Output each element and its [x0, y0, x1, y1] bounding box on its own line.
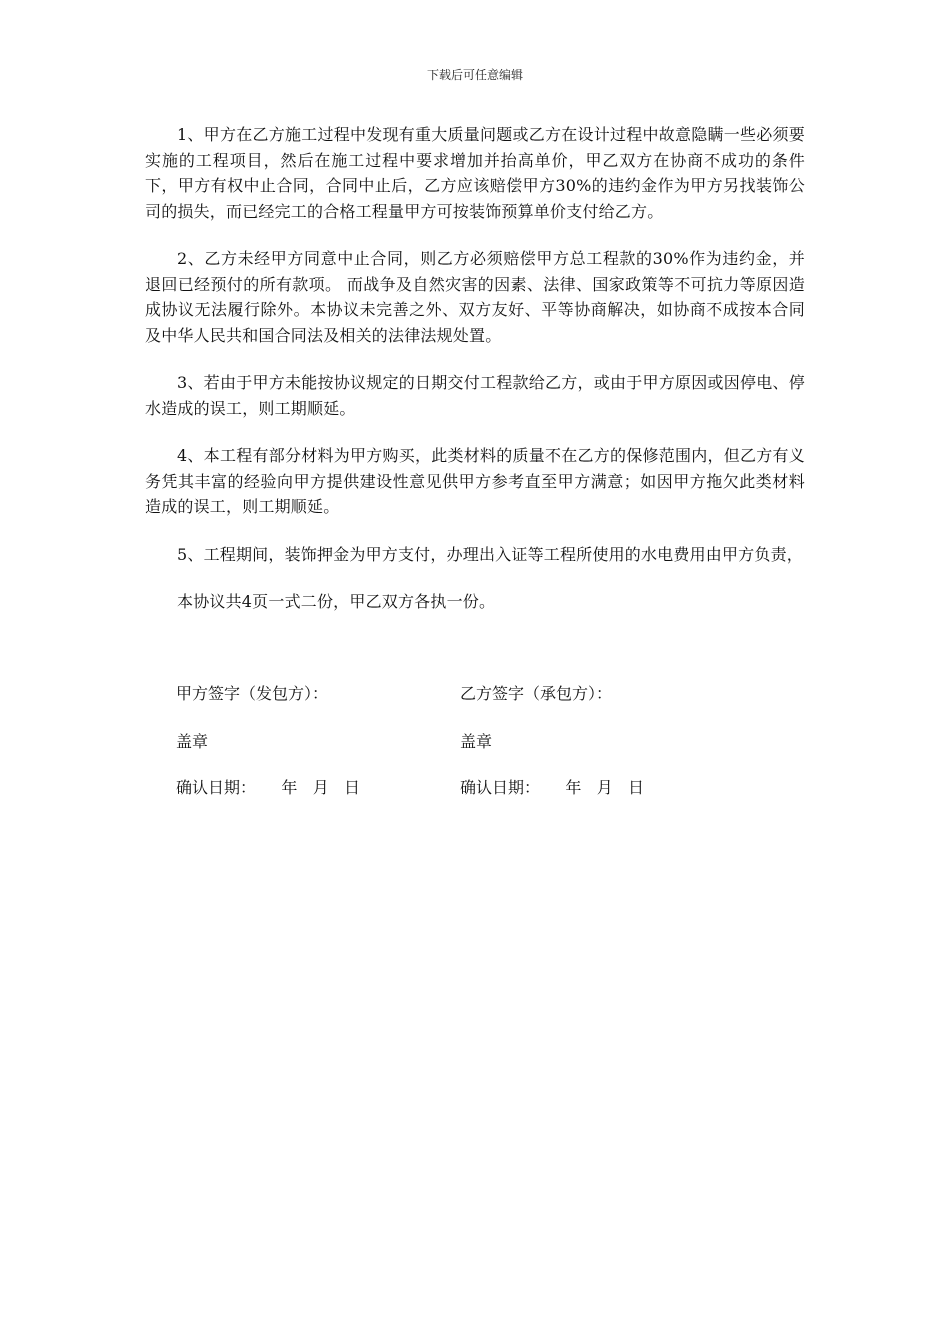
party-a-date-label: 确认日期： 年 月 日 — [176, 778, 360, 797]
contract-body — [145, 122, 805, 637]
clause-3: 3、若由于甲方未能按协议规定的日期交付工程款给乙方，或由于甲方原因或因停电、停水造成的误工，则工期顺延。 — [145, 373, 805, 418]
clause-2: 2、乙方未经甲方同意中止合同，则乙方必须赔偿甲方总工程款的30%作为违约金，并退回已经预付的所有款项。 而战争及自然灾害的因素、法律、国家政策等不可抗力等原因造成协议无法履行除外。本协议未完善之外、双方友好、平等协商解决，如协商不成按本合同及中华人民共和国合同法及相关的法律法规处置。 — [145, 249, 805, 345]
page-header-note: 下载后可任意编辑 — [426, 68, 523, 82]
agreement-summary: 本协议共4页一式二份，甲乙双方各执一份。 — [177, 592, 496, 611]
party-a-signature-label: 甲方签字（发包方）： — [176, 684, 329, 703]
party-a-seal-label: 盖章 — [176, 732, 209, 751]
clause-1: 1、甲方在乙方施工过程中发现有重大质量问题或乙方在设计过程中故意隐瞒一些必须要实施的工程项目，然后在施工过程中要求增加并抬高单价，甲乙双方在协商不成功的条件下，甲方有权中止合同，合同中止后，乙方应该赔偿甲方30%的违约金作为甲方另找装饰公司的损失，而已经完工的合格工程量甲方可按装饰预算单价支付给乙方。 — [145, 125, 805, 221]
party-b-date-label: 确认日期： 年 月 日 — [460, 778, 644, 797]
party-b-seal-label: 盖章 — [460, 732, 493, 751]
clause-4: 4、本工程有部分材料为甲方购买，此类材料的质量不在乙方的保修范围内，但乙方有义务凭其丰富的经验向甲方提供建设性意见供甲方参考直至甲方满意；如因甲方拖欠此类材料造成的误工，则工期顺延。 — [145, 446, 805, 516]
party-b-signature-label: 乙方签字（承包方）： — [460, 684, 613, 703]
clause-5: 5、工程期间，装饰押金为甲方支付，办理出入证等工程所使用的水电费用由甲方负责， — [177, 544, 803, 564]
